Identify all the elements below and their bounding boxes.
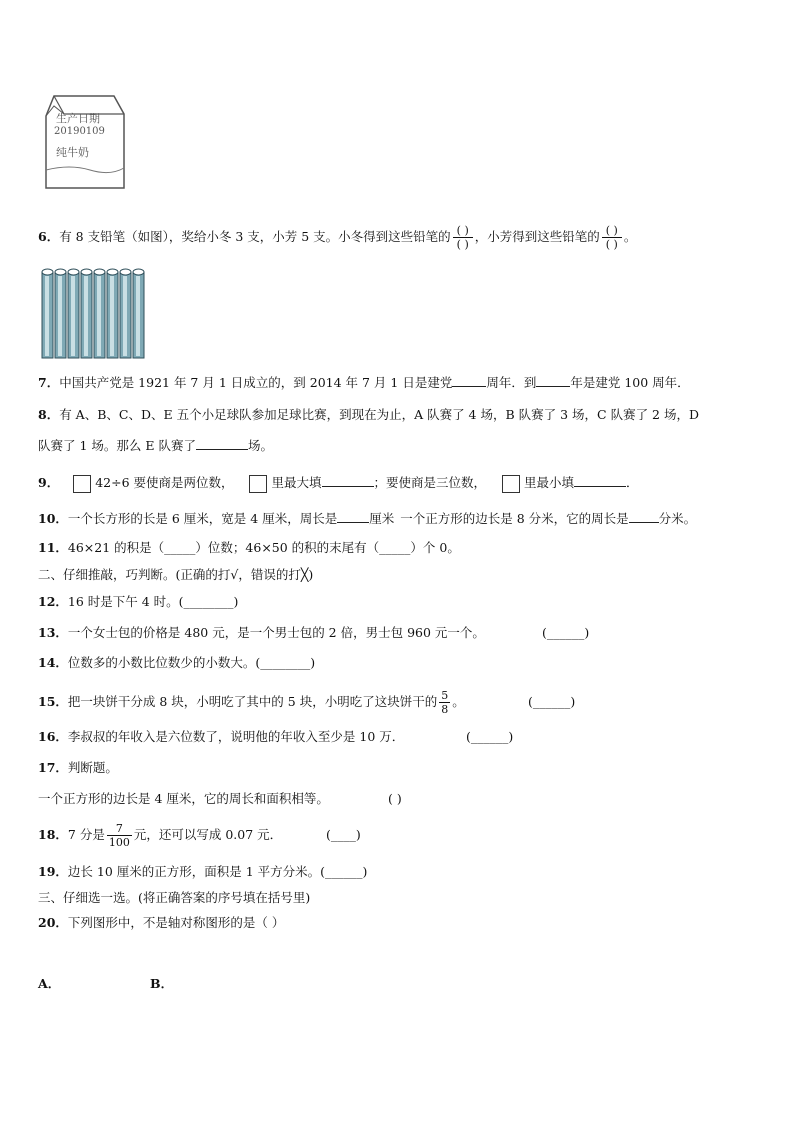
answer-paren[interactable]: (______) <box>542 625 590 640</box>
question-text: 场。 <box>247 438 273 453</box>
answer-blank[interactable] <box>536 374 570 387</box>
question-8-line2 <box>38 437 273 454</box>
question-text: 46×21 的积是（_____）位数；46×50 的积的末尾有（_____）个 0。 <box>67 540 460 555</box>
section-3-heading: 三、仔细选一选。(将正确答案的序号填在括号里) <box>38 890 311 905</box>
pencil-icon <box>81 269 92 358</box>
question-text: 把一块饼干分成 8 块，小明吃了其中的 5 块，小明吃了这块饼干的 <box>67 694 438 709</box>
milk-carton-image <box>40 92 130 192</box>
question-number: 17． <box>38 760 68 775</box>
question-text: 。 <box>623 229 637 244</box>
pencil-icon <box>120 269 131 358</box>
question-11 <box>38 540 460 556</box>
question-text: 7 分是 <box>67 827 105 842</box>
pencil-icon <box>55 269 66 358</box>
question-number: 8． <box>38 407 60 422</box>
question-text: 一个正方形的边长是 8 分米，它的周长是 <box>400 511 629 526</box>
answer-blank[interactable] <box>322 474 374 487</box>
question-number: 11． <box>38 540 68 555</box>
question-14 <box>38 655 315 671</box>
section-2-heading: 二、仔细推敲，巧判断。(正确的打√，错误的打╳) <box>38 567 314 582</box>
fraction-blank[interactable]: $\frac{( )}{( )}$ <box>453 224 473 251</box>
answer-blank[interactable] <box>629 510 659 523</box>
question-text: 元，还可以写成 0.07 元． <box>133 827 283 842</box>
answer-paren[interactable]: (____) <box>326 827 361 842</box>
answer-blank[interactable] <box>196 437 248 450</box>
fraction-blank[interactable]: $\frac{( )}{( )}$ <box>602 224 622 251</box>
carton-label-product: 纯牛奶 <box>56 146 89 159</box>
answer-blank[interactable] <box>574 474 626 487</box>
question-text: 。 <box>452 694 465 709</box>
question-6 <box>38 224 636 251</box>
question-number: 16． <box>38 729 68 744</box>
question-number: 7． <box>38 375 60 390</box>
answer-paren[interactable]: (______) <box>466 729 514 744</box>
question-10 <box>38 510 696 527</box>
question-13 <box>38 625 485 641</box>
question-19 <box>38 864 367 880</box>
question-text: 边长 10 厘米的正方形，面积是 1 平方分米。(______) <box>67 864 368 879</box>
question-number: 9． <box>38 475 60 490</box>
answer-paren[interactable]: ( ) <box>388 791 402 806</box>
blank-box[interactable] <box>73 475 91 493</box>
question-text: 有 A、B、C、D、E 五个小足球队参加足球比赛，到现在为止，A 队赛了 4 场，B 队赛了 3 场，C 队赛了 2 场，D <box>59 407 699 422</box>
question-text: ． <box>626 475 639 490</box>
question-text: ，小芳得到这些铅笔的 <box>474 229 600 244</box>
question-18 <box>38 820 282 850</box>
answer-paren[interactable]: (______) <box>528 694 576 709</box>
answer-blank[interactable] <box>452 374 486 387</box>
question-8-line1 <box>38 407 699 423</box>
question-text: 李叔叔的年收入是六位数了，说明他的年收入至少是 10 万． <box>67 729 405 744</box>
question-number: 20． <box>38 915 68 930</box>
pencil-icon <box>94 269 105 358</box>
question-9 <box>38 472 639 494</box>
question-text: 下列图形中，不是轴对称图形的是（ ） <box>67 915 285 930</box>
question-number: 13． <box>38 625 68 640</box>
question-text: 分米。 <box>658 511 697 526</box>
question-number: 19． <box>38 864 68 879</box>
question-text: 里最大填 <box>271 475 322 490</box>
question-text: 周年．到 <box>486 375 537 390</box>
carton-label-date: 20190109 <box>54 126 105 137</box>
question-text: 有 8 支铅笔（如图），奖给小冬 3 支，小芳 5 支。小冬得到这些铅笔的 <box>59 229 451 244</box>
question-text: 16 时是下午 4 时。(________) <box>67 594 239 609</box>
question-text: 年是建党 100 周年． <box>570 375 690 390</box>
fraction: $\frac{7}{100}$ <box>108 822 130 849</box>
question-number: 15． <box>38 694 68 709</box>
option-a[interactable]: A． <box>38 976 61 991</box>
carton-label-date-title: 生产日期 <box>56 112 100 125</box>
question-text: 42÷6 要使商是两位数， <box>95 475 234 490</box>
question-16 <box>38 729 404 745</box>
question-text: 厘米 <box>369 511 395 526</box>
question-text: 一个正方形的边长是 4 厘米，它的周长和面积相等。 <box>38 791 329 806</box>
question-number: 14． <box>38 655 68 670</box>
question-number: 12． <box>38 594 68 609</box>
question-number: 10． <box>38 511 68 526</box>
question-text: 一个长方形的长是 6 厘米，宽是 4 厘米，周长是 <box>67 511 338 526</box>
question-text: 队赛了 1 场。那么 E 队赛了 <box>38 438 196 453</box>
option-b[interactable]: B． <box>150 976 174 991</box>
question-title: 判断题。 <box>67 760 118 775</box>
pencil-icon <box>68 269 79 358</box>
pencils-image <box>40 266 150 362</box>
fraction: $\frac{5}{8}$ <box>441 689 449 716</box>
question-text: 里最小填 <box>524 475 575 490</box>
pencil-icon <box>133 269 144 358</box>
question-text: 一个女士包的价格是 480 元，是一个男士包的 2 倍，男士包 960 元一个。 <box>67 625 485 640</box>
question-17-statement <box>38 791 329 807</box>
pencil-icon <box>42 269 53 358</box>
question-number: 18． <box>38 827 68 842</box>
answer-blank[interactable] <box>337 510 369 523</box>
question-12 <box>38 594 238 610</box>
question-text: 中国共产党是 1921 年 7 月 1 日成立的，到 2014 年 7 月 1 日是建党 <box>59 375 453 390</box>
question-20 <box>38 915 284 931</box>
question-7 <box>38 374 690 391</box>
blank-box[interactable] <box>249 475 267 493</box>
blank-box[interactable] <box>502 475 520 493</box>
pencil-icon <box>107 269 118 358</box>
question-15 <box>38 688 465 716</box>
question-text: 位数多的小数比位数少的小数大。(________) <box>67 655 316 670</box>
question-text: ；要使商是三位数， <box>373 475 487 490</box>
question-17 <box>38 760 118 776</box>
question-number: 6． <box>38 229 60 244</box>
